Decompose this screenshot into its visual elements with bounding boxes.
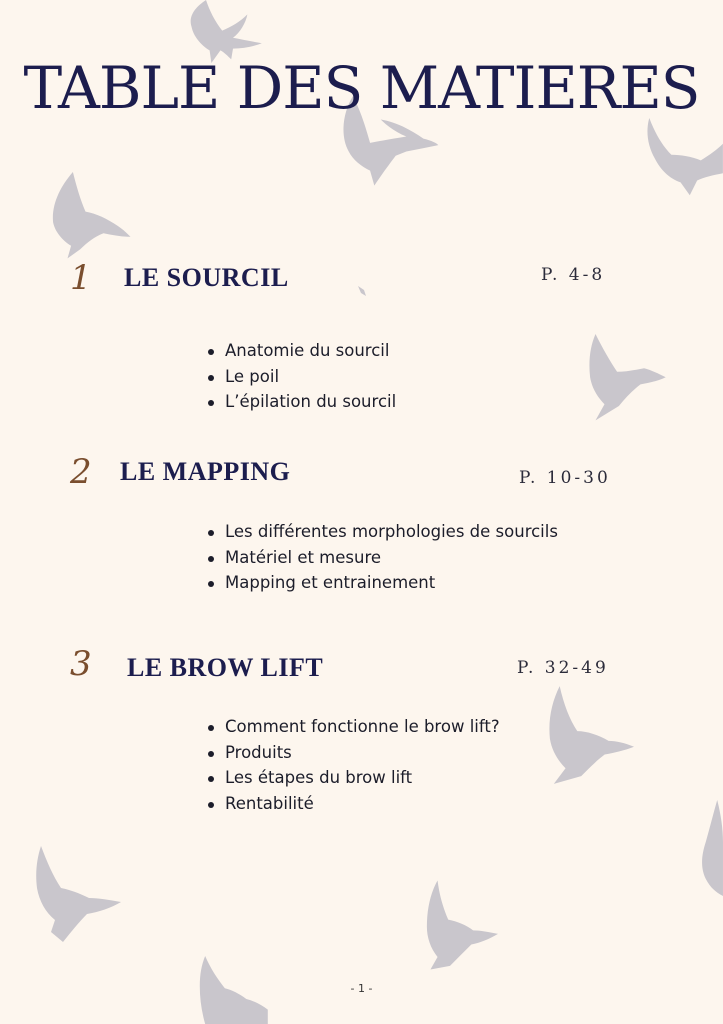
- section-title: LE BROW LIFT: [127, 653, 324, 682]
- page-number: - 1 -: [350, 982, 373, 995]
- dove-silhouette-icon: [32, 846, 124, 946]
- list-item: L’épilation du sourcil: [205, 389, 396, 415]
- section-items: [205, 338, 396, 415]
- list-item: Produits: [205, 740, 500, 766]
- list-item: Les étapes du brow lift: [205, 765, 500, 791]
- list-item: Les différentes morphologies de sourcils: [205, 519, 558, 545]
- section-title: LE SOURCIL: [124, 263, 289, 292]
- dove-silhouette-icon: [358, 286, 366, 296]
- page-title: TABLE DES MATIERES: [23, 54, 700, 122]
- section-number: 2: [70, 452, 92, 492]
- list-item: Mapping et entrainement: [205, 570, 558, 596]
- list-item: Comment fonctionne le brow lift?: [205, 714, 500, 740]
- list-item: Rentabilité: [205, 791, 500, 817]
- section-items: [205, 714, 500, 816]
- section-pages: P. 4-8: [541, 265, 606, 285]
- dove-silhouette-icon: [698, 800, 723, 896]
- dove-silhouette-icon: [48, 172, 132, 262]
- section-pages: P. 32-49: [517, 658, 609, 678]
- list-item: Le poil: [205, 364, 396, 390]
- list-item: Anatomie du sourcil: [205, 338, 396, 364]
- dove-silhouette-icon: [546, 686, 634, 784]
- section-pages: P. 10-30: [519, 468, 611, 488]
- section-title: LE MAPPING: [120, 457, 291, 486]
- section-items: [205, 519, 558, 596]
- dove-silhouette-icon: [418, 880, 498, 970]
- list-item: Matériel et mesure: [205, 545, 558, 571]
- dove-silhouette-icon: [584, 334, 670, 424]
- section-number: 3: [70, 644, 92, 684]
- dove-silhouette-icon: [640, 118, 723, 210]
- section-number: 1: [70, 258, 92, 298]
